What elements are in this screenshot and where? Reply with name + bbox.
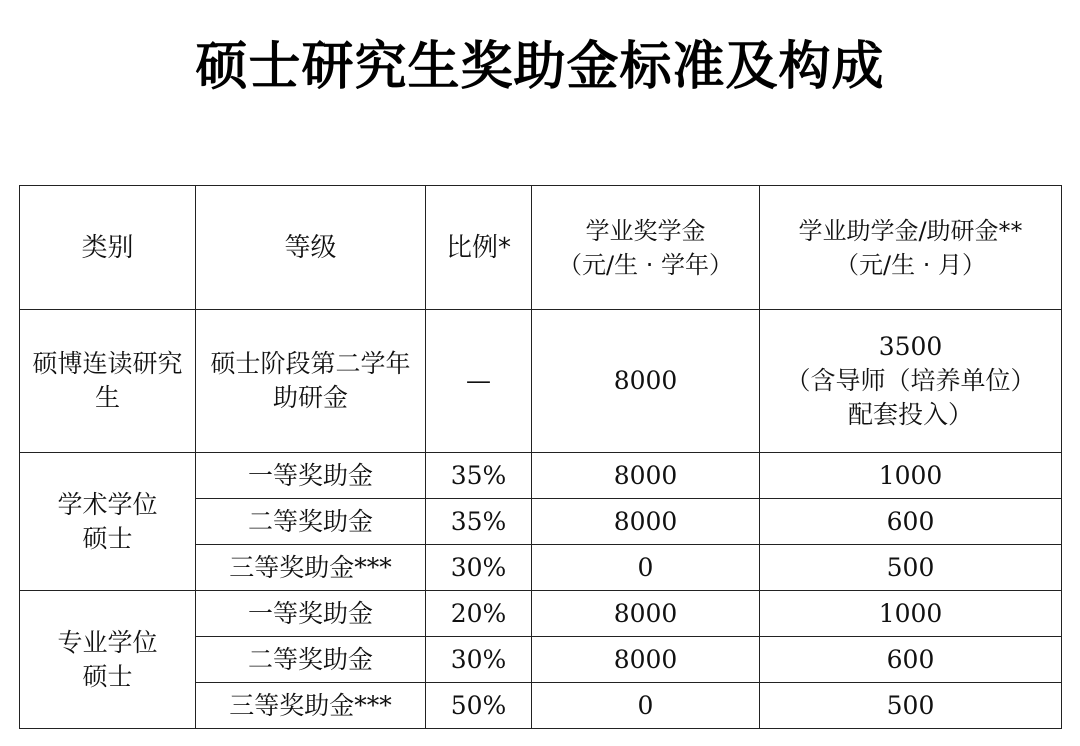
cell-scholarship: 8000 bbox=[532, 637, 760, 683]
cell-category-joint bbox=[20, 310, 196, 453]
cell-level: 二等奖助金 bbox=[196, 499, 426, 545]
header-ratio: 比例* bbox=[426, 186, 532, 310]
cell-level-joint bbox=[196, 310, 426, 453]
header-assistantship-unit: （元/生 · 月） bbox=[835, 250, 986, 279]
table-row bbox=[20, 453, 1062, 499]
assistantship-joint-note-2: 配套投入） bbox=[847, 400, 973, 429]
cell-level: 三等奖助金*** bbox=[196, 683, 426, 729]
cell-scholarship: 8000 bbox=[532, 453, 760, 499]
cell-scholarship: 8000 bbox=[532, 499, 760, 545]
header-assistantship-label: 学业助学金/助研金** bbox=[798, 216, 1023, 245]
cell-assistantship: 500 bbox=[760, 545, 1062, 591]
cell-level: 二等奖助金 bbox=[196, 637, 426, 683]
assistantship-joint-note-1: （含导师（培养单位） bbox=[785, 366, 1036, 395]
level-joint-label: 硕士阶段第二学年助研金 bbox=[210, 349, 411, 412]
cell-assistantship: 1000 bbox=[760, 453, 1062, 499]
cell-ratio-joint: — bbox=[426, 310, 532, 453]
page-title: 硕士研究生奖助金标准及构成 bbox=[195, 37, 885, 97]
table-row bbox=[20, 591, 1062, 637]
cell-category-professional bbox=[20, 591, 196, 729]
header-scholarship bbox=[532, 186, 760, 310]
cell-assistantship: 600 bbox=[760, 637, 1062, 683]
cell-level: 一等奖助金 bbox=[196, 453, 426, 499]
header-category: 类别 bbox=[20, 186, 196, 310]
cell-ratio: 30% bbox=[426, 637, 532, 683]
cell-scholarship: 0 bbox=[532, 683, 760, 729]
cell-ratio: 35% bbox=[426, 499, 532, 545]
cell-assistantship-joint bbox=[760, 310, 1062, 453]
cell-ratio: 20% bbox=[426, 591, 532, 637]
cell-level: 三等奖助金*** bbox=[196, 545, 426, 591]
assistantship-joint-amount: 3500 bbox=[878, 332, 943, 361]
cell-scholarship: 0 bbox=[532, 545, 760, 591]
cell-ratio: 30% bbox=[426, 545, 532, 591]
cell-ratio: 50% bbox=[426, 683, 532, 729]
cell-assistantship: 600 bbox=[760, 499, 1062, 545]
header-scholarship-unit: （元/生 · 学年） bbox=[558, 250, 733, 279]
table-header-row bbox=[20, 186, 1062, 310]
category-joint-label: 硕博连读研究生 bbox=[32, 349, 183, 412]
cell-scholarship: 8000 bbox=[532, 591, 760, 637]
cell-scholarship-joint: 8000 bbox=[532, 310, 760, 453]
cell-level: 一等奖助金 bbox=[196, 591, 426, 637]
scholarship-table bbox=[19, 185, 1062, 729]
category-professional-label: 专业学位硕士 bbox=[57, 627, 158, 691]
cell-assistantship: 1000 bbox=[760, 591, 1062, 637]
cell-category-academic bbox=[20, 453, 196, 591]
header-level: 等级 bbox=[196, 186, 426, 310]
cell-assistantship: 500 bbox=[760, 683, 1062, 729]
header-assistantship bbox=[760, 186, 1062, 310]
category-academic-label: 学术学位硕士 bbox=[57, 489, 158, 553]
header-scholarship-label: 学业奖学金 bbox=[585, 216, 706, 245]
cell-ratio: 35% bbox=[426, 453, 532, 499]
table-row-joint bbox=[20, 310, 1062, 453]
